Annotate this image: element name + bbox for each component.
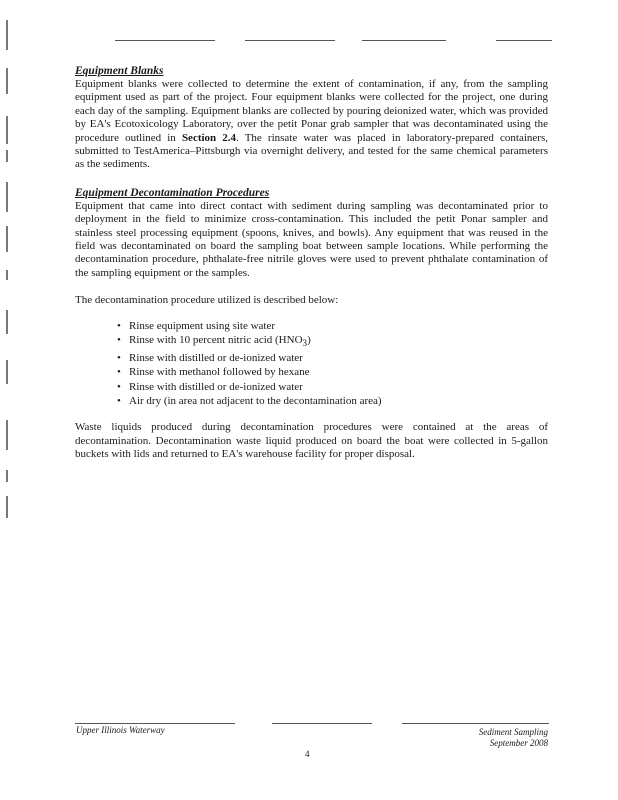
bullet-icon: • [117, 380, 121, 393]
list-item-text: Rinse equipment using site water [129, 319, 276, 332]
list-item [117, 365, 548, 379]
footer-rule [272, 723, 372, 724]
footer-report-title: Sediment Sampling [478, 727, 548, 737]
bullet-icon: • [117, 394, 121, 407]
list-item-text: Air dry (in area not adjacent to the decontamination area) [129, 394, 382, 407]
page-number: 4 [305, 749, 310, 759]
bullet-icon: • [117, 319, 121, 332]
scan-speck [6, 68, 8, 94]
document-body [75, 64, 548, 462]
header-rule [245, 40, 335, 41]
footer-report-date: September 2008 [489, 738, 548, 748]
list-item-text: ) [307, 334, 311, 347]
scan-speck [6, 496, 8, 518]
procedure-list [75, 319, 548, 409]
section-heading-equipment-blanks: Equipment Blanks [75, 65, 164, 77]
scan-speck [6, 470, 8, 482]
header-rule [115, 40, 215, 41]
scan-speck [6, 420, 8, 450]
chemical-subscript: 3 [302, 338, 308, 349]
scan-speck [6, 116, 8, 144]
scan-speck [6, 182, 8, 212]
list-item-text: Rinse with 10 percent nitric acid (HNO [129, 334, 303, 347]
list-item [117, 351, 548, 365]
paragraph-text: Equipment blanks were collected to determine the extent of contamination, if any, from the sampling equipment used as part of the project. Four equipment blanks were collected for the project, one during each day of the sampling. Equipment blanks are collected by pouring deionized water, which was provided by EA's Ecotoxicology Laboratory, over the petit Ponar grab sampler that was decontaminated using the procedure outlined in [75, 78, 548, 144]
list-item [117, 380, 548, 394]
footer-project-name: Upper Illinois Waterway [76, 725, 165, 735]
scan-speck [6, 360, 8, 384]
bullet-icon: • [117, 366, 121, 379]
list-item [117, 333, 548, 351]
paragraph-text: . The rinsate water was placed in laboratory-prepared containers, submitted to TestAmerica–Pittsburgh via overnight delivery, and tested for the same chemical parameters as the sediments. [75, 131, 548, 171]
section-heading-decontamination: Equipment Decontamination Procedures [75, 186, 270, 199]
header-rule [496, 40, 552, 41]
bullet-icon: • [117, 351, 121, 364]
equipment-blanks-paragraph [75, 78, 548, 172]
scan-speck [6, 150, 8, 162]
list-item-text: Rinse with distilled or de-ionized water [129, 351, 303, 364]
list-item [117, 319, 548, 333]
footer-report-info [479, 727, 548, 749]
scan-speck [6, 270, 8, 280]
list-item-text: Rinse with methanol followed by hexane [129, 366, 310, 379]
scan-margin-marks [6, 20, 16, 540]
footer-rule [75, 723, 235, 724]
waste-liquids-paragraph: Waste liquids produced during decontamination procedures were contained at the areas of decontamination. Decontamination waste liquid produced on board the boat were collected in 5-gallon buckets with lids and returned to EA's warehouse facility for proper disposal. [75, 421, 548, 461]
scan-speck [6, 310, 8, 334]
scan-speck [6, 226, 8, 252]
list-item [117, 394, 548, 408]
procedure-intro: The decontamination procedure utilized is described below: [75, 294, 339, 307]
footer-rule [402, 723, 549, 724]
list-item-text: Rinse with distilled or de-ionized water [129, 380, 303, 393]
header-rule [362, 40, 446, 41]
scan-speck [6, 20, 8, 50]
bullet-icon: • [117, 334, 121, 347]
section-reference: Section 2.4 [181, 131, 237, 144]
decontamination-paragraph: Equipment that came into direct contact with sediment during sampling was decontaminated prior to deployment in the field to minimize cross-contamination. This included the petit Ponar sampler and stainless steel processing equipment (spoons, knives, and bowls). Any equipment that was reused in the field was decontaminated on board the sampling boat between sample locations. While performing the decontamination procedure, phthalate-free nitrile gloves were used to prevent phthalate contamination of the sampling equipment or the samples. [75, 199, 548, 279]
